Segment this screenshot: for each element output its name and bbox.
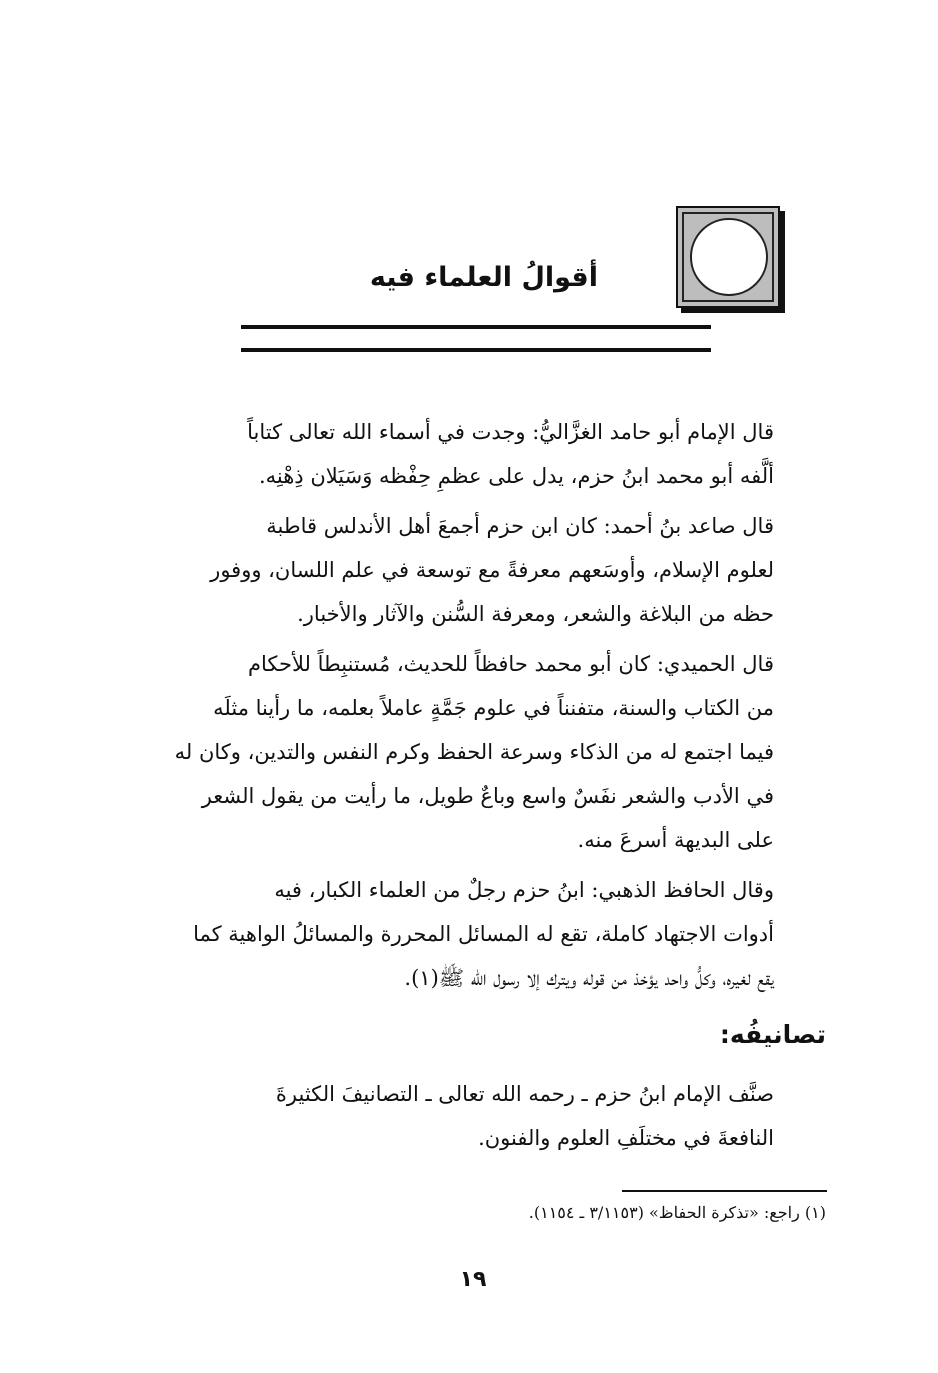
page-number: ١٩ [459,1267,487,1292]
text-line: أدوات الاجتهاد كاملة، تقع له المسائل المحررة والمسائلُ الواهية كما [193,922,774,946]
section-text [134,1072,826,1166]
chapter-ornament [676,206,780,308]
paragraph-ghazali [134,410,826,498]
text-line: وقال الحافظ الذهبي: ابنُ حزم رجلٌ من العلماء الكبار، فيه [274,878,774,902]
footnote-separator [622,1190,827,1192]
ornament-circle [690,218,768,296]
paragraph-works [134,1072,826,1160]
text-line: قال الإمام أبو حامد الغزَّاليُّ: وجدت في أسماء الله تعالى كتاباً [247,420,774,444]
text-line: في الأدب والشعر نفَسٌ واسع وباعٌ طويل، ما رأيت من يقول الشعر [201,784,774,808]
text-line: من الكتاب والسنة، متفنناً في علوم جَمَّةٍ عاملاً بعلمه، ما رأينا مثلَه [213,696,774,720]
text-line: على البديهة أسرعَ منه. [577,828,774,852]
chapter-title: أقوالُ العلماء فيه [369,262,598,293]
paragraph-saeed [134,504,826,636]
title-rule-top [241,325,711,329]
footnote: (١) راجع: «تذكرة الحفاظ» (٣/١١٥٣ ـ ١١٥٤). [528,1203,826,1222]
text-line: حظه من البلاغة والشعر، ومعرفة السُّنن والآثار والأخبار. [297,602,774,626]
text-line: فيما اجتمع له من الذكاء وسرعة الحفظ وكرم النفس والتدين، وكان له [174,740,774,764]
title-rule-bottom [241,348,711,352]
text-line: ألَّفه أبو محمد ابنُ حزم، يدل على عظمِ حِفْظه وَسَيَلان ذِهْنِه. [258,464,774,488]
text-line: النافعةَ في مختلَفِ العلوم والفنون. [478,1126,774,1150]
paragraph-humaydi [134,642,826,862]
paragraph-dhahabi [134,868,826,1000]
section-heading: تصانيفُه: [719,1020,826,1049]
text-line: قال صاعد بنُ أحمد: كان ابن حزم أجمعَ أهل الأندلس قاطبة [266,514,774,538]
text-line: صنَّف الإمام ابنُ حزم ـ رحمه الله تعالى ـ التصانيفَ الكثيرةَ [275,1082,774,1106]
text-line: قال الحميدي: كان أبو محمد حافظاً للحديث، مُستنبِطاً للأحكام [248,652,774,676]
text-line: يقع لغيره، وكلُّ واحد يؤخذ من قوله ويترك إلا رسول الله ﷺ(١). [404,966,774,990]
text-line: لعلوم الإسلام، وأوسَعهم معرفةً مع توسعة في علم اللسان، ووفور [210,558,774,582]
body-text [134,410,826,1006]
